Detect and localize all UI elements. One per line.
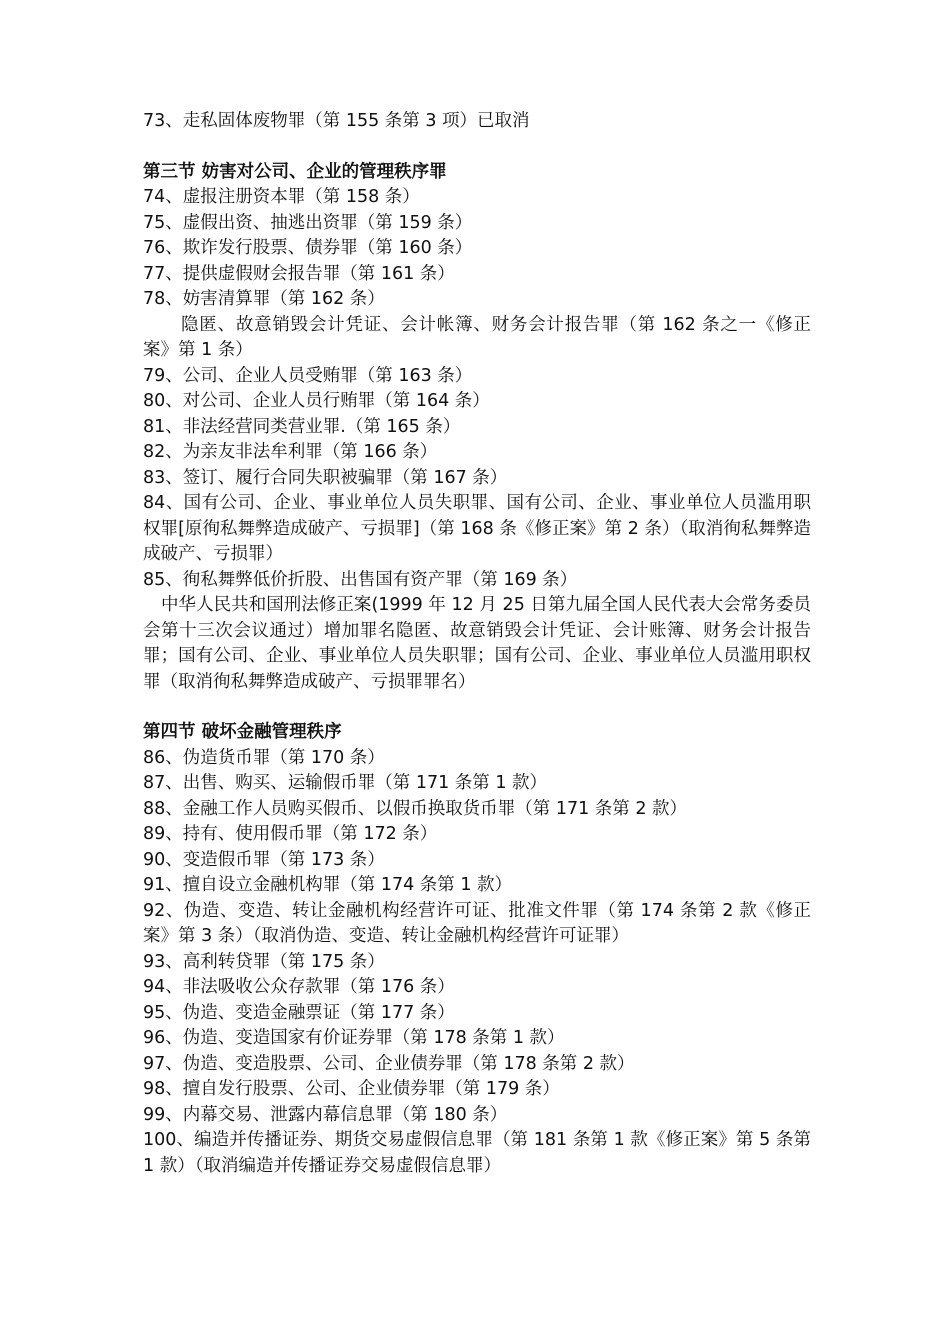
- list-item: 86、伪造货币罪（第 170 条）: [143, 747, 385, 768]
- list-item: 83、签订、履行合同失职被骗罪（第 167 条）: [143, 467, 508, 488]
- list-item: 93、高利转贷罪（第 175 条）: [143, 951, 385, 972]
- list-item: 78、妨害清算罪（第 162 条）: [143, 289, 385, 309]
- list-item: 82、为亲友非法牟利罪（第 166 条）: [143, 442, 438, 462]
- list-item: 94、非法吸收公众存款罪（第 176 条）: [143, 977, 455, 997]
- list-item: 85、徇私舞弊低价折股、出售国有资产罪（第 169 条）: [143, 569, 578, 590]
- list-item: 79、公司、企业人员受贿罪（第 163 条）: [143, 365, 473, 386]
- list-item: 隐匿、故意销毁会计凭证、会计帐簿、财务会计报告罪（第 162 条之一《修正案》第 1 条）: [143, 314, 811, 360]
- list-item: 100、编造并传播证券、期货交易虚假信息罪（第 181 条第 1 款《修正案》第 5 条第 1 款）（取消编造并传播证券交易虚假信息罪）: [143, 1130, 811, 1176]
- list-item: 75、虚假出资、抽逃出资罪（第 159 条）: [143, 212, 473, 233]
- list-item: 95、伪造、变造金融票证（第 177 条）: [143, 1002, 455, 1023]
- list-item: 88、金融工作人员购买假币、以假币换取货币罪（第 171 条第 2 款）: [143, 798, 688, 819]
- list-item: 97、伪造、变造股票、公司、企业债券罪（第 178 条第 2 款）: [143, 1053, 635, 1074]
- list-item: 87、出售、购买、运输假币罪（第 171 条第 1 款）: [143, 773, 548, 793]
- list-item: 90、变造假币罪（第 173 条）: [143, 849, 385, 870]
- list-item: 99、内幕交易、泄露内幕信息罪（第 180 条）: [143, 1104, 508, 1125]
- list-item: 98、擅自发行股票、公司、企业债券罪（第 179 条）: [143, 1079, 560, 1099]
- list-item: 89、持有、使用假币罪（第 172 条）: [143, 824, 438, 844]
- section-heading: 第四节 破坏金融管理秩序: [143, 722, 342, 742]
- list-item: 80、对公司、企业人员行贿罪（第 164 条）: [143, 391, 490, 411]
- list-item: 84、国有公司、企业、事业单位人员失职罪、国有公司、企业、事业单位人员滥用职权罪[原徇私舞弊造成破产、亏损罪]（第 168 条《修正案》第 2 条）（取消徇私舞弊造成破产、亏损罪）: [143, 493, 811, 564]
- section-heading: 第三节 妨害对公司、企业的管理秩序罪: [143, 161, 447, 182]
- document-page: [143, 109, 811, 1179]
- list-item: 91、擅自设立金融机构罪（第 174 条第 1 款）: [143, 875, 513, 895]
- list-item: 81、非法经营同类营业罪.（第 165 条）: [143, 416, 461, 437]
- list-item: 74、虚报注册资本罪（第 158 条）: [143, 187, 420, 207]
- list-item: 77、提供虚假财会报告罪（第 161 条）: [143, 263, 455, 284]
- list-item: 76、欺诈发行股票、债券罪（第 160 条）: [143, 238, 473, 258]
- list-item: 92、伪造、变造、转让金融机构经营许可证、批准文件罪（第 174 条第 2 款《修正案》第 3 条）（取消伪造、变造、转让金融机构经营许可证罪）: [143, 900, 811, 946]
- amendment-note: 中华人民共和国刑法修正案(1999 年 12 月 25 日第九届全国人民代表大会常务委员会第十三次会议通过）增加罪名隐匿、故意销毁会计凭证、会计账簿、财务会计报告罪；国有公司、企业、事业单位人员失职罪；国有公司、企业、事业单位人员滥用职权罪（取消徇私舞弊造成破产、亏损罪罪名）: [143, 595, 811, 692]
- list-item: 73、走私固体废物罪（第 155 条第 3 项）已取消: [143, 111, 530, 131]
- list-item: 96、伪造、变造国家有价证券罪（第 178 条第 1 款）: [143, 1028, 565, 1048]
